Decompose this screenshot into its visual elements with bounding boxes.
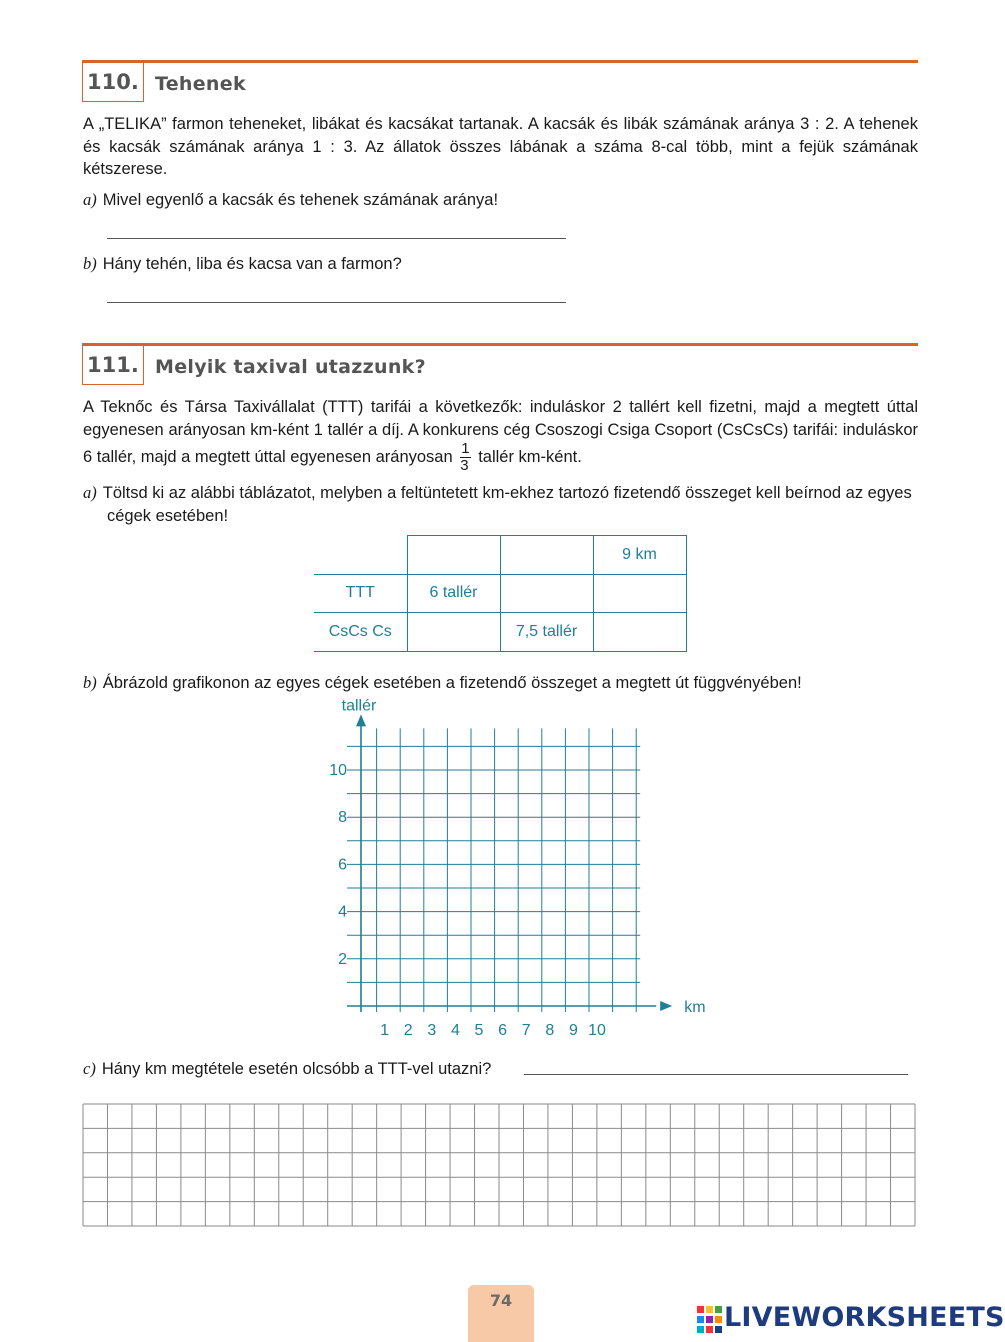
x-tick-label: 5 bbox=[474, 1022, 484, 1039]
fraction-numerator: 1 bbox=[461, 440, 470, 457]
exercise-111-question-c bbox=[83, 1058, 491, 1080]
table-cell[interactable] bbox=[407, 536, 500, 575]
fraction-one-third bbox=[460, 441, 470, 474]
liveworksheets-logo-text: LIVEWORKSHEETS bbox=[724, 1302, 1005, 1333]
question-label: a) bbox=[83, 483, 97, 502]
intro-text-part1: A Teknőc és Társa Taxivállalat (TTT) tarifái a következők: induláskor 2 tallért kell fizetni, majd a megtett úttal egyenesen arányosan km-ként 1 tallér a díj. A konkurens cég Csoszogi Csiga Csoport (CsCsCs) tarifái: induláskor 6 tallér, majd a megtett úttal egyenesen arányosan bbox=[83, 398, 918, 466]
fare-chart[interactable] bbox=[300, 695, 706, 1045]
table-cell[interactable] bbox=[593, 574, 686, 613]
x-tick-label: 2 bbox=[403, 1022, 413, 1039]
question-text: Hány tehén, liba és kacsa van a farmon? bbox=[102, 255, 402, 273]
liveworksheets-logo-icon bbox=[697, 1306, 722, 1333]
question-text: Mivel egyenlő a kacsák és tehenek számának aránya! bbox=[102, 191, 499, 209]
exercise-110-question-a bbox=[83, 189, 498, 211]
exercise-111-header-line bbox=[82, 343, 918, 346]
exercise-110-intro: A „TELIKA” farmon teheneket, libákat és kacsákat tartanak. A kacsák és libák számának aránya 3 : 2. A tehenek és kacsák számának aránya 1 : 3. Az állatok összes lábának a száma 8-cal több, mint a fejük számának kétszerese. bbox=[83, 115, 918, 178]
exercise-110-title: Tehenek bbox=[155, 73, 246, 95]
table-row bbox=[314, 613, 686, 652]
table-cell: 9 km bbox=[593, 536, 686, 575]
question-label: b) bbox=[83, 673, 97, 692]
exercise-111-question-b bbox=[83, 672, 802, 694]
table-cell: 6 tallér bbox=[407, 574, 500, 613]
exercise-110-header-line bbox=[82, 60, 918, 63]
exercise-110-number: 110. bbox=[82, 62, 144, 102]
work-grid[interactable] bbox=[82, 1103, 916, 1229]
exercise-111-question-a bbox=[83, 482, 918, 527]
x-tick-label: 3 bbox=[427, 1022, 437, 1039]
table-cell: CsCs Cs bbox=[314, 613, 407, 652]
x-tick-label: 1 bbox=[380, 1022, 390, 1039]
x-tick-label: 4 bbox=[450, 1022, 460, 1039]
y-tick-label: 4 bbox=[338, 903, 347, 921]
answer-line-111c[interactable] bbox=[524, 1074, 908, 1075]
y-tick-label: 2 bbox=[338, 950, 347, 968]
exercise-111-number: 111. bbox=[82, 345, 144, 385]
x-axis-label: km bbox=[684, 999, 706, 1016]
table-cell[interactable] bbox=[500, 574, 593, 613]
y-axis-label: tallér bbox=[341, 697, 377, 715]
tariff-table bbox=[314, 535, 687, 652]
table-cell: TTT bbox=[314, 574, 407, 613]
fraction-denominator: 3 bbox=[460, 457, 469, 474]
question-text: Töltsd ki az alábbi táblázatot, melyben a feltüntetett km-ekhez tartozó fizetendő összeget kell beírnod az egyes cégek esetében! bbox=[102, 484, 912, 525]
question-text: Ábrázold grafikonon az egyes cégek esetében a fizetendő összeget a megtett út függvényében! bbox=[102, 674, 802, 692]
y-tick-label: 6 bbox=[338, 856, 347, 874]
page-number: 74 bbox=[468, 1285, 534, 1342]
x-axis-arrow-icon bbox=[660, 1001, 672, 1011]
y-tick-label: 8 bbox=[338, 809, 347, 827]
y-axis-arrow-icon bbox=[356, 714, 366, 726]
table-cell[interactable] bbox=[407, 613, 500, 652]
x-tick-label: 10 bbox=[588, 1022, 606, 1039]
table-row bbox=[314, 574, 686, 613]
question-label: b) bbox=[83, 254, 97, 273]
question-text: Hány km megtétele esetén olcsóbb a TTT-vel utazni? bbox=[101, 1060, 492, 1078]
y-tick-label: 10 bbox=[329, 762, 347, 779]
table-cell[interactable] bbox=[500, 536, 593, 575]
exercise-111-intro bbox=[83, 396, 918, 474]
x-tick-label: 8 bbox=[545, 1022, 555, 1039]
answer-line-110b[interactable] bbox=[107, 302, 566, 303]
question-label: a) bbox=[83, 190, 97, 209]
question-label: c) bbox=[83, 1059, 96, 1078]
table-cell bbox=[314, 536, 407, 575]
x-tick-label: 7 bbox=[521, 1022, 531, 1039]
x-tick-label: 9 bbox=[568, 1022, 578, 1039]
x-tick-label: 6 bbox=[498, 1022, 508, 1039]
table-cell: 7,5 tallér bbox=[500, 613, 593, 652]
exercise-110-question-b bbox=[83, 253, 402, 275]
exercise-111-title: Melyik taxival utazzunk? bbox=[155, 356, 426, 378]
table-cell[interactable] bbox=[593, 613, 686, 652]
intro-text-part2: tallér km-ként. bbox=[478, 447, 582, 466]
table-row bbox=[314, 536, 686, 575]
answer-line-110a[interactable] bbox=[107, 238, 566, 239]
